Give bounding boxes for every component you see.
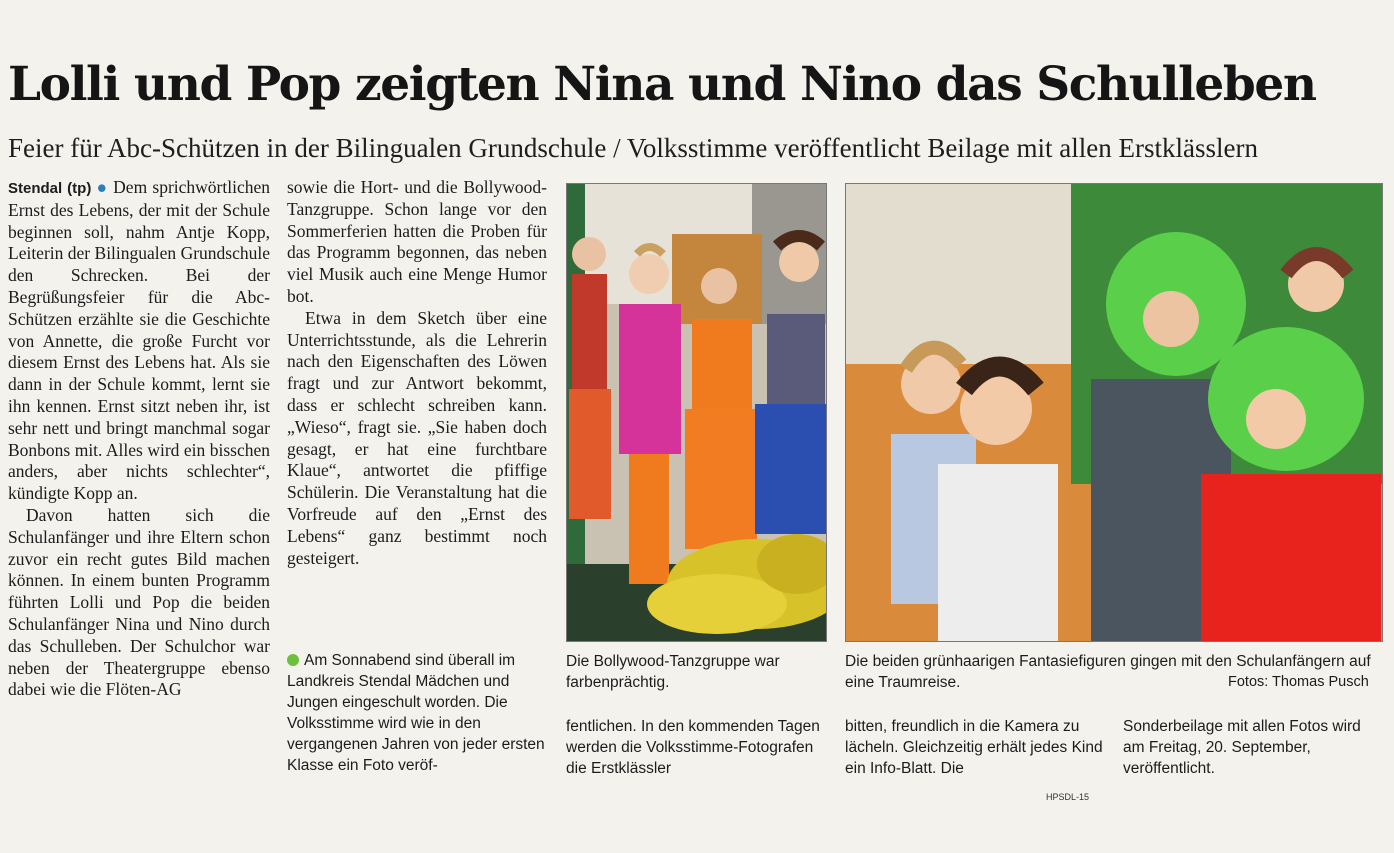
article-paragraph: Davon hatten sich die Schulanfänger und ihre Eltern schon zuvor ein recht gutes Bild machen können. In einem bunten Programm führten Lolli und Pop die beiden Schulanfänger Nina und Nino durch das Schulleben. Der Schulchor war neben der Theatergruppe ebenso dabei wie die Flöten-AG [8,504,270,700]
notice-lead: Am Sonnabend sind überall im Landkreis Stendal Mädchen und Jungen eingeschult worden. [287,652,516,711]
article-paragraph [8,177,270,505]
photo-illustration [846,184,1382,641]
article-text: Dem sprichwörtlichen Ernst des Lebens, der mit der Schule beginnen soll, nahm Antje Kopp, Leiterin der Bilingualen Grundschule den Schrecken. Bei der Begrüßungsfeier für die Abc-Schützen erzählte sie die Geschichte von Annette, die große Furcht vor diesem Ernst des Lebens hat. Als sie dann in der Schule kommt, lernt sie ihn kennen. Ernst sitzt neben ihr, ist sehr nett und bringt manchmal sogar Bonbons mit. Alles wird ein bisschen anders, aber nichts schlechter“, kündigte Kopp an. [8,177,271,504]
photo-caption-2: Die beiden grünhaarigen Fantasiefiguren gingen mit den Schulanfängern auf eine Traumreise. [845,653,1371,691]
article-column-2 [287,177,547,569]
green-bullet-icon [287,654,299,666]
notice-continuation-1: fentlichen. In den kommenden Tagen werden die Volksstimme-Fotografen die Erstklässler [566,718,820,777]
photo-caption-1: Die Bollywood-Tanzgruppe war farbenprächtig. [566,653,780,691]
notice-box [287,650,549,776]
notice-continuation-3: Sonderbeilage mit allen Fotos wird am Freitag, 20. September, veröffentlicht. [1123,718,1361,777]
subheadline: Feier für Abc-Schützen in der Bilingualen Grundschule / Volksstimme veröffentlicht Beilage mit allen Erstklässlern [8,133,1258,163]
photo-illustration [567,184,826,641]
article-paragraph: Etwa in dem Sketch über eine Unterrichtsstunde, als die Lehrerin nach den Eigenschaften des Löwen fragt und zur Antwort bekommt, dass er schlecht schreiben kann. „Wieso“, fragt sie. „Sie haben doch gesagt, er hat eine furchtbare Klaue“, antwortet die pfiffige Schülerin. Die Veranstaltung hat die Vorfreude auf den „Ernst des Lebens“ ganz bestimmt noch gesteigert. [287,307,547,568]
article-paragraph: sowie die Hort- und die Bollywood-Tanzgruppe. Schon lange vor den Sommerferien hatten die Proben für das Programm begonnen, das neben viel Musik auch eine Menge Humor bot. [287,177,547,306]
notice-continuation-2: bitten, freundlich in die Kamera zu lächeln. Gleichzeitig erhält jedes Kind ein Info-Blatt. Die [845,718,1103,777]
dateline-dot-icon: ● [96,177,108,197]
photo-credit: Fotos: Thomas Pusch [1228,674,1369,690]
photo-bollywood-dance-group [566,183,827,642]
photo-green-haired-figures [845,183,1383,642]
article-column-1 [8,177,270,701]
notice-text: Die Volksstimme wird wie in den vergangenen Jahren von jeder ersten Klasse ein Foto veröf- [287,694,545,774]
page-code: HPSDL-15 [1046,792,1090,802]
headline: Lolli und Pop zeigten Nina und Nino das Schulleben [8,57,1316,112]
dateline: Stendal (tp) [8,180,92,197]
